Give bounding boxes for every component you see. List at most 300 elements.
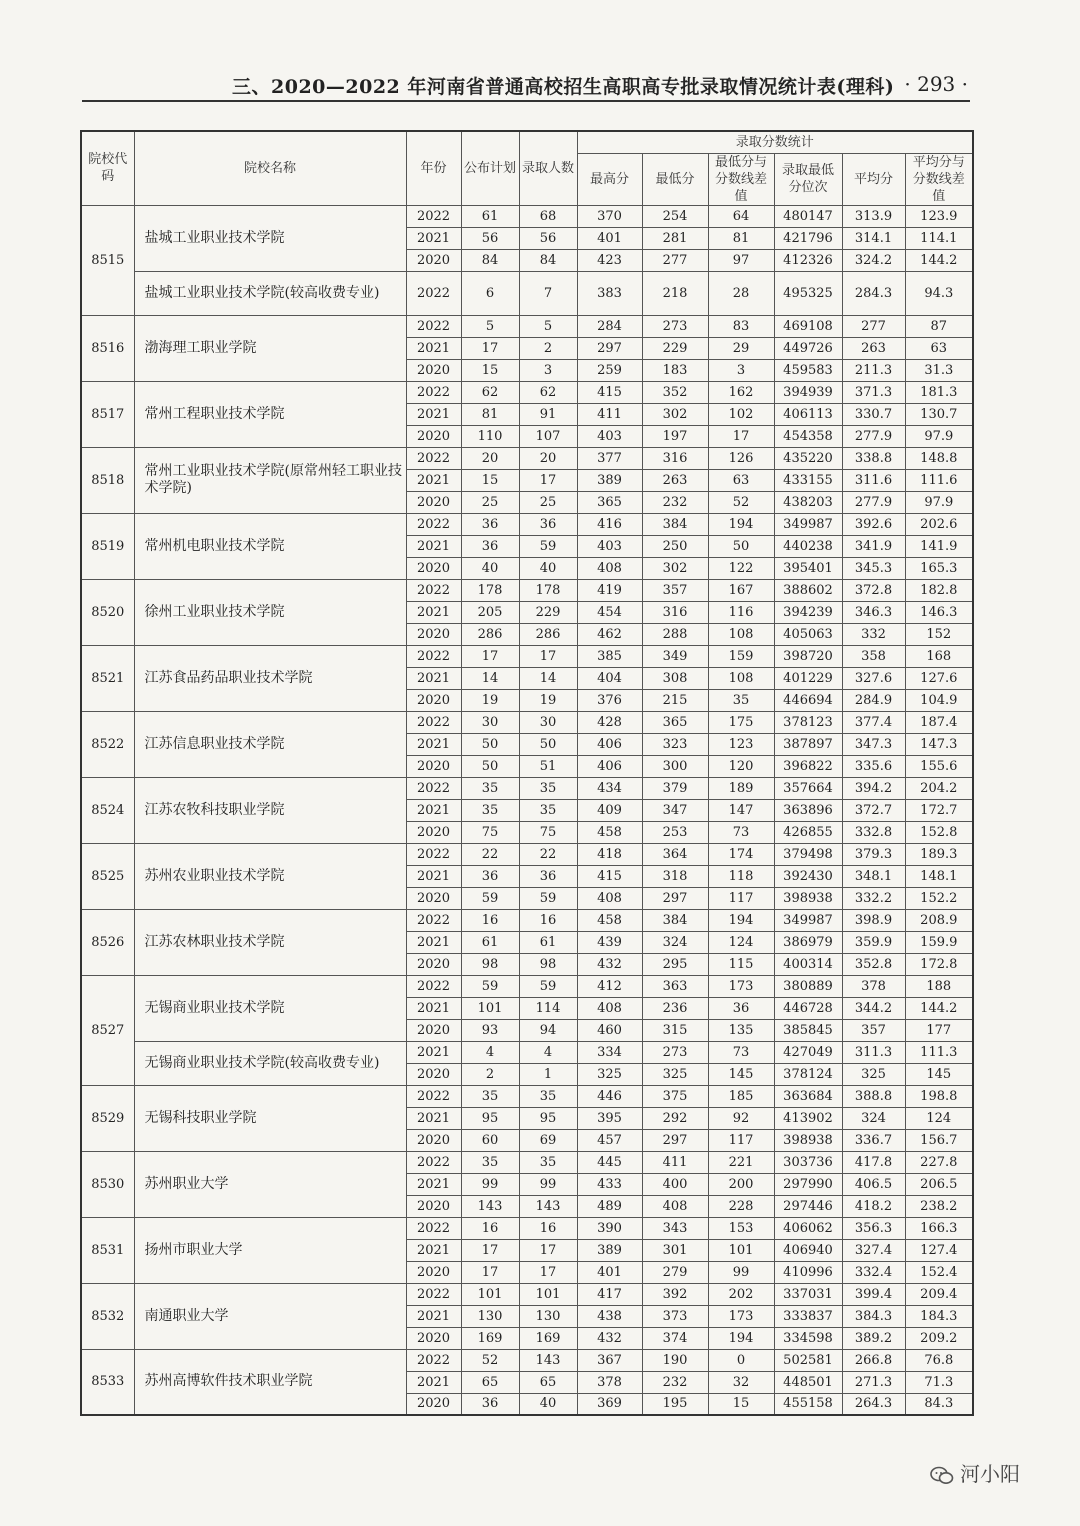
cell-avg-diff: 187.4 [905,711,973,733]
cell-avg: 263 [842,337,905,359]
cell-plan: 40 [461,557,519,579]
cell-avg: 377.4 [842,711,905,733]
cell-avg-diff: 144.2 [905,997,973,1019]
cell-plan: 59 [461,887,519,909]
cell-admitted: 40 [519,1393,577,1415]
cell-avg: 345.3 [842,557,905,579]
cell-plan: 84 [461,249,519,271]
cell-diff: 120 [708,755,774,777]
cell-plan: 75 [461,821,519,843]
cell-plan: 16 [461,909,519,931]
cell-rank: 449726 [774,337,842,359]
cell-min: 277 [642,249,708,271]
cell-plan: 17 [461,337,519,359]
cell-admitted: 59 [519,887,577,909]
cell-avg-diff: 188 [905,975,973,997]
cell-plan: 15 [461,469,519,491]
cell-plan: 35 [461,1085,519,1107]
cell-rank: 421796 [774,227,842,249]
cell-admitted: 19 [519,689,577,711]
cell-admitted: 14 [519,667,577,689]
cell-min: 292 [642,1107,708,1129]
cell-plan: 61 [461,205,519,227]
cell-year: 2020 [406,821,461,843]
cell-avg-diff: 111.6 [905,469,973,491]
cell-year: 2020 [406,689,461,711]
cell-rank: 398938 [774,1129,842,1151]
cell-year: 2021 [406,535,461,557]
cell-diff: 73 [708,821,774,843]
page-header [82,70,970,100]
cell-avg: 346.3 [842,601,905,623]
cell-avg: 338.8 [842,447,905,469]
cell-min: 308 [642,667,708,689]
cell-max: 439 [577,931,642,953]
cell-year: 2021 [406,1173,461,1195]
cell-rank: 427049 [774,1041,842,1063]
cell-rank: 398720 [774,645,842,667]
cell-avg-diff: 147.3 [905,733,973,755]
header-year: 年份 [406,131,461,205]
cell-avg: 336.7 [842,1129,905,1151]
cell-min: 254 [642,205,708,227]
cell-year: 2020 [406,623,461,645]
cell-max: 389 [577,1239,642,1261]
school-code: 8531 [81,1217,134,1283]
cell-avg-diff: 181.3 [905,381,973,403]
cell-avg-diff: 152 [905,623,973,645]
cell-diff: 0 [708,1349,774,1371]
cell-diff: 97 [708,249,774,271]
cell-min: 232 [642,1371,708,1393]
cell-avg: 277.9 [842,425,905,447]
cell-avg: 372.8 [842,579,905,601]
cell-max: 406 [577,733,642,755]
school-code: 8532 [81,1283,134,1349]
cell-avg-diff: 63 [905,337,973,359]
cell-avg-diff: 97.9 [905,491,973,513]
cell-avg: 284.9 [842,689,905,711]
school-name: 渤海理工职业学院 [134,315,406,381]
cell-plan: 95 [461,1107,519,1129]
cell-admitted: 75 [519,821,577,843]
cell-avg-diff: 104.9 [905,689,973,711]
cell-year: 2020 [406,1393,461,1415]
cell-rank: 446728 [774,997,842,1019]
cell-avg-diff: 227.8 [905,1151,973,1173]
cell-avg-diff: 111.3 [905,1041,973,1063]
cell-max: 376 [577,689,642,711]
school-code: 8521 [81,645,134,711]
cell-diff: 50 [708,535,774,557]
cell-year: 2021 [406,1041,461,1063]
cell-avg-diff: 166.3 [905,1217,973,1239]
cell-rank: 454358 [774,425,842,447]
cell-plan: 93 [461,1019,519,1041]
cell-rank: 438203 [774,491,842,513]
cell-admitted: 130 [519,1305,577,1327]
cell-admitted: 17 [519,1239,577,1261]
cell-rank: 440238 [774,535,842,557]
cell-min: 232 [642,491,708,513]
cell-avg-diff: 209.2 [905,1327,973,1349]
table-row [81,447,973,469]
header-score-group: 录取分数统计 [577,131,973,153]
cell-min: 364 [642,843,708,865]
cell-max: 408 [577,887,642,909]
cell-year: 2020 [406,887,461,909]
school-name: 江苏农林职业技术学院 [134,909,406,975]
cell-min: 288 [642,623,708,645]
cell-year: 2021 [406,1239,461,1261]
cell-plan: 19 [461,689,519,711]
cell-rank: 400314 [774,953,842,975]
cell-year: 2022 [406,1349,461,1371]
cell-plan: 14 [461,667,519,689]
cell-plan: 130 [461,1305,519,1327]
table-row [81,1283,973,1305]
cell-plan: 35 [461,1151,519,1173]
cell-year: 2020 [406,557,461,579]
cell-rank: 334598 [774,1327,842,1349]
cell-year: 2021 [406,733,461,755]
school-code: 8517 [81,381,134,447]
school-code: 8519 [81,513,134,579]
cell-avg-diff: 204.2 [905,777,973,799]
cell-plan: 61 [461,931,519,953]
cell-admitted: 107 [519,425,577,447]
header-plan: 公布计划 [461,131,519,205]
cell-plan: 81 [461,403,519,425]
cell-min: 347 [642,799,708,821]
header-min: 最低分 [642,153,708,205]
cell-avg: 341.9 [842,535,905,557]
cell-admitted: 17 [519,1261,577,1283]
cell-avg-diff: 145 [905,1063,973,1085]
cell-avg-diff: 156.7 [905,1129,973,1151]
cell-avg-diff: 177 [905,1019,973,1041]
cell-max: 325 [577,1063,642,1085]
cell-rank: 406113 [774,403,842,425]
cell-plan: 65 [461,1371,519,1393]
cell-diff: 102 [708,403,774,425]
cell-min: 316 [642,601,708,623]
cell-avg-diff: 130.7 [905,403,973,425]
cell-plan: 62 [461,381,519,403]
header-avg-diff: 平均分与分数线差值 [905,153,973,205]
footer-watermark [930,1458,1020,1486]
cell-plan: 4 [461,1041,519,1063]
cell-avg-diff: 124 [905,1107,973,1129]
cell-max: 445 [577,1151,642,1173]
cell-avg-diff: 146.3 [905,601,973,623]
cell-avg: 271.3 [842,1371,905,1393]
cell-admitted: 50 [519,733,577,755]
cell-plan: 143 [461,1195,519,1217]
cell-year: 2022 [406,271,461,315]
cell-max: 415 [577,381,642,403]
cell-rank: 406940 [774,1239,842,1261]
cell-max: 418 [577,843,642,865]
cell-avg: 356.3 [842,1217,905,1239]
cell-avg: 389.2 [842,1327,905,1349]
cell-max: 389 [577,469,642,491]
cell-avg: 379.3 [842,843,905,865]
cell-year: 2021 [406,997,461,1019]
cell-rank: 433155 [774,469,842,491]
table-row [81,909,973,931]
cell-plan: 36 [461,865,519,887]
cell-max: 409 [577,799,642,821]
cell-diff: 99 [708,1261,774,1283]
cell-min: 263 [642,469,708,491]
cell-max: 438 [577,1305,642,1327]
cell-diff: 115 [708,953,774,975]
cell-min: 273 [642,315,708,337]
cell-diff: 167 [708,579,774,601]
cell-min: 229 [642,337,708,359]
admission-table-container [80,130,972,1416]
cell-diff: 63 [708,469,774,491]
cell-rank: 495325 [774,271,842,315]
cell-admitted: 30 [519,711,577,733]
cell-avg: 392.6 [842,513,905,535]
cell-rank: 378124 [774,1063,842,1085]
cell-plan: 17 [461,645,519,667]
table-row [81,271,973,315]
cell-rank: 357664 [774,777,842,799]
cell-rank: 480147 [774,205,842,227]
table-row [81,579,973,601]
cell-avg-diff: 202.6 [905,513,973,535]
cell-plan: 35 [461,777,519,799]
cell-diff: 153 [708,1217,774,1239]
school-name: 江苏农牧科技职业学院 [134,777,406,843]
cell-max: 259 [577,359,642,381]
cell-avg-diff: 189.3 [905,843,973,865]
cell-avg: 311.3 [842,1041,905,1063]
cell-avg: 311.6 [842,469,905,491]
cell-min: 195 [642,1393,708,1415]
cell-plan: 98 [461,953,519,975]
cell-year: 2020 [406,953,461,975]
cell-plan: 101 [461,1283,519,1305]
cell-max: 406 [577,755,642,777]
school-code: 8530 [81,1151,134,1217]
cell-avg-diff: 152.4 [905,1261,973,1283]
cell-rank: 502581 [774,1349,842,1371]
cell-admitted: 143 [519,1195,577,1217]
cell-avg: 388.8 [842,1085,905,1107]
cell-max: 403 [577,535,642,557]
cell-diff: 175 [708,711,774,733]
cell-min: 197 [642,425,708,447]
cell-admitted: 114 [519,997,577,1019]
cell-plan: 50 [461,755,519,777]
cell-admitted: 95 [519,1107,577,1129]
cell-max: 383 [577,271,642,315]
cell-avg: 348.1 [842,865,905,887]
cell-plan: 20 [461,447,519,469]
cell-diff: 123 [708,733,774,755]
school-name: 常州工程职业技术学院 [134,381,406,447]
cell-min: 357 [642,579,708,601]
cell-plan: 110 [461,425,519,447]
cell-admitted: 5 [519,315,577,337]
cell-diff: 162 [708,381,774,403]
cell-max: 419 [577,579,642,601]
cell-plan: 36 [461,1393,519,1415]
school-code: 8515 [81,205,134,315]
cell-admitted: 59 [519,535,577,557]
cell-min: 365 [642,711,708,733]
cell-avg-diff: 209.4 [905,1283,973,1305]
cell-min: 279 [642,1261,708,1283]
school-code: 8524 [81,777,134,843]
cell-plan: 35 [461,799,519,821]
cell-avg: 418.2 [842,1195,905,1217]
cell-rank: 387897 [774,733,842,755]
cell-rank: 446694 [774,689,842,711]
cell-avg: 417.8 [842,1151,905,1173]
cell-avg-diff: 148.8 [905,447,973,469]
cell-rank: 385845 [774,1019,842,1041]
cell-admitted: 65 [519,1371,577,1393]
cell-avg: 359.9 [842,931,905,953]
cell-min: 323 [642,733,708,755]
cell-rank: 337031 [774,1283,842,1305]
cell-max: 385 [577,645,642,667]
header-avg: 平均分 [842,153,905,205]
cell-admitted: 178 [519,579,577,601]
school-name: 扬州市职业大学 [134,1217,406,1283]
cell-diff: 15 [708,1393,774,1415]
cell-avg: 378 [842,975,905,997]
cell-avg-diff: 208.9 [905,909,973,931]
school-code: 8529 [81,1085,134,1151]
table-row [81,1349,973,1371]
header-code: 院校代码 [81,131,134,205]
table-row [81,315,973,337]
cell-avg: 406.5 [842,1173,905,1195]
cell-max: 458 [577,821,642,843]
cell-avg-diff: 76.8 [905,1349,973,1371]
cell-max: 403 [577,425,642,447]
cell-admitted: 61 [519,931,577,953]
wechat-icon [930,1465,954,1487]
cell-diff: 228 [708,1195,774,1217]
cell-diff: 32 [708,1371,774,1393]
school-name: 江苏食品药品职业技术学院 [134,645,406,711]
cell-rank: 379498 [774,843,842,865]
cell-min: 352 [642,381,708,403]
cell-rank: 333837 [774,1305,842,1327]
cell-avg: 358 [842,645,905,667]
cell-plan: 30 [461,711,519,733]
cell-max: 395 [577,1107,642,1129]
cell-rank: 410996 [774,1261,842,1283]
cell-min: 349 [642,645,708,667]
cell-diff: 174 [708,843,774,865]
cell-max: 390 [577,1217,642,1239]
cell-max: 462 [577,623,642,645]
cell-rank: 406062 [774,1217,842,1239]
cell-admitted: 56 [519,227,577,249]
cell-rank: 396822 [774,755,842,777]
school-name: 江苏信息职业技术学院 [134,711,406,777]
cell-plan: 205 [461,601,519,623]
cell-avg: 357 [842,1019,905,1041]
cell-min: 374 [642,1327,708,1349]
cell-diff: 126 [708,447,774,469]
cell-rank: 297446 [774,1195,842,1217]
cell-avg: 371.3 [842,381,905,403]
cell-plan: 22 [461,843,519,865]
cell-admitted: 4 [519,1041,577,1063]
table-row [81,645,973,667]
cell-diff: 122 [708,557,774,579]
cell-diff: 36 [708,997,774,1019]
cell-year: 2020 [406,491,461,513]
cell-admitted: 62 [519,381,577,403]
cell-admitted: 35 [519,1151,577,1173]
cell-rank: 398938 [774,887,842,909]
cell-avg: 347.3 [842,733,905,755]
cell-rank: 412326 [774,249,842,271]
cell-rank: 448501 [774,1371,842,1393]
cell-admitted: 36 [519,865,577,887]
cell-year: 2022 [406,579,461,601]
cell-diff: 117 [708,1129,774,1151]
cell-min: 379 [642,777,708,799]
school-code: 8516 [81,315,134,381]
cell-diff: 173 [708,975,774,997]
header-rank: 录取最低分位次 [774,153,842,205]
cell-year: 2020 [406,1261,461,1283]
cell-admitted: 91 [519,403,577,425]
cell-avg: 394.2 [842,777,905,799]
table-row [81,843,973,865]
cell-diff: 202 [708,1283,774,1305]
cell-rank: 349987 [774,513,842,535]
cell-max: 334 [577,1041,642,1063]
cell-admitted: 36 [519,513,577,535]
cell-rank: 363896 [774,799,842,821]
school-name: 苏州高博软件技术职业学院 [134,1349,406,1415]
cell-year: 2022 [406,777,461,799]
cell-min: 297 [642,887,708,909]
cell-avg-diff: 182.8 [905,579,973,601]
header-max: 最高分 [577,153,642,205]
cell-avg: 398.9 [842,909,905,931]
cell-rank: 392430 [774,865,842,887]
cell-rank: 380889 [774,975,842,997]
cell-diff: 101 [708,1239,774,1261]
cell-admitted: 94 [519,1019,577,1041]
cell-plan: 15 [461,359,519,381]
cell-year: 2022 [406,843,461,865]
cell-min: 236 [642,997,708,1019]
cell-diff: 194 [708,513,774,535]
cell-max: 401 [577,227,642,249]
cell-rank: 297990 [774,1173,842,1195]
cell-avg-diff: 114.1 [905,227,973,249]
cell-year: 2021 [406,799,461,821]
cell-avg: 277.9 [842,491,905,513]
cell-plan: 36 [461,513,519,535]
footer-logo-text: 河小阳 [960,1462,1020,1486]
cell-avg: 211.3 [842,359,905,381]
